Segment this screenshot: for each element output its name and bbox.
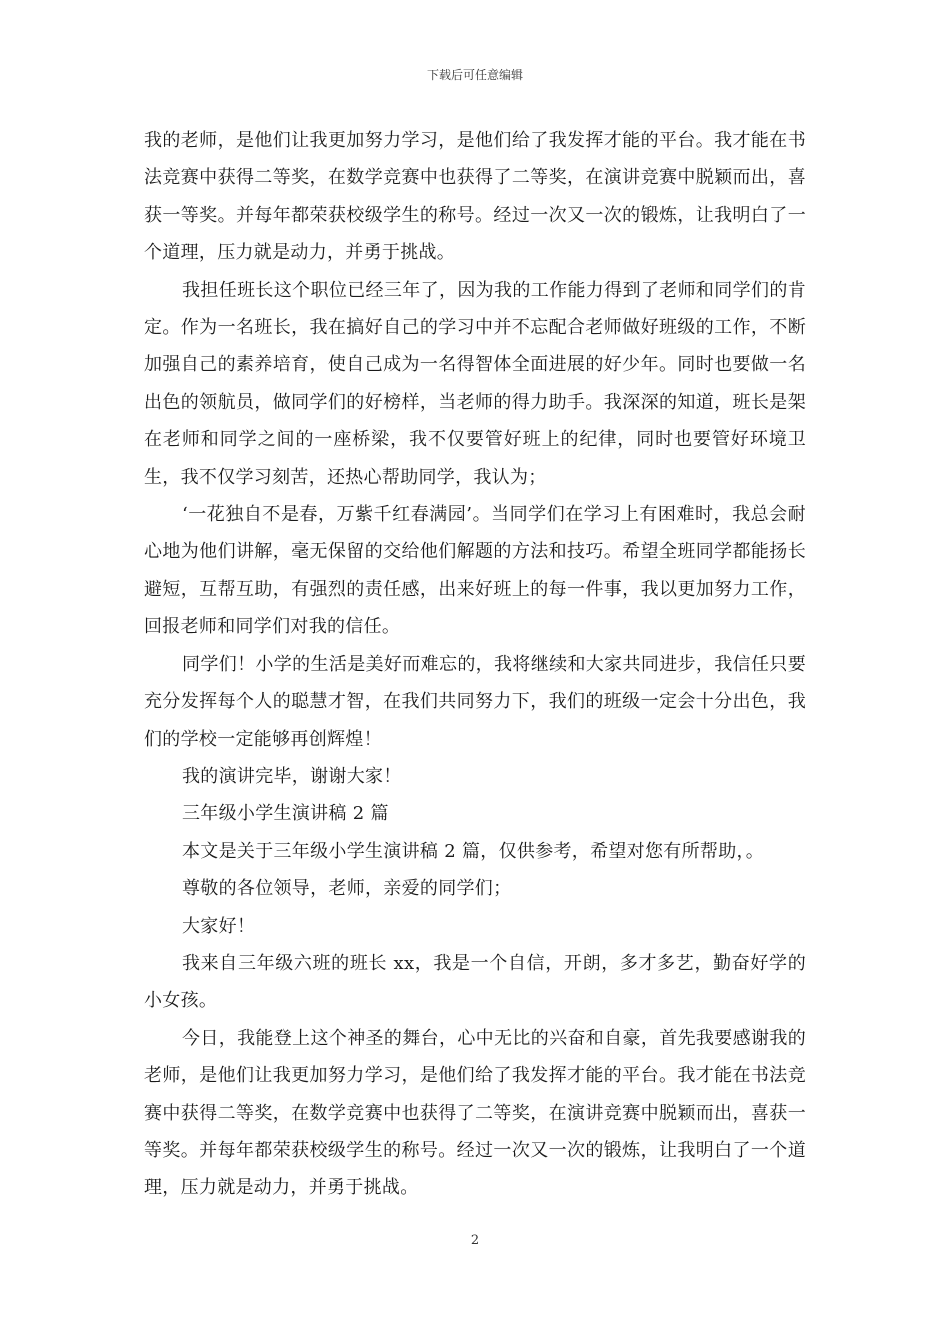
greeting: 大家好！	[182, 915, 256, 937]
paragraph-2: 我担任班长这个职位已经三年了，因为我的工作能力得到了老师和同学们的肯定。作为一名班长，我在搞好自己的学习中并不忘配合老师做好班级的工作，不断加强自己的素养培育，使自己成为一名得智体全面进展的好少年。同时也要做一名出色的领航员，做同学们的好榜样，当老师的得力助手。我深深的知道，班长是架在老师和同学之间的一座桥梁，我不仅要管好班上的纪律，同时也要管好环境卫生，我不仅学习刻苦，还热心帮助同学，我认为；	[144, 279, 806, 488]
salutation: 尊敬的各位领导，老师，亲爱的同学们；	[182, 878, 512, 900]
paragraph-3: ‘一花独自不是春，万紫千红春满园’。当同学们在学习上有困难时，我总会耐心地为他们讲解，毫无保留的交给他们解题的方法和技巧。希望全班同学都能扬长避短，互帮互助，有强烈的责任感，出来好班上的每一件事，我以更加努力工作，回报老师和同学们对我的信任。	[144, 504, 806, 638]
page-header: 下载后可任意编辑	[426, 68, 523, 82]
paragraph-7: 本文是关于三年级小学生演讲稿 2 篇，仅供参考，希望对您有所帮助，。	[182, 840, 765, 862]
section-title: 三年级小学生演讲稿 2 篇	[182, 803, 389, 825]
document-body	[144, 122, 806, 1207]
paragraph-4: 同学们！小学的生活是美好而难忘的，我将继续和大家共同进步，我信任只要充分发挥每个人的聪慧才智，在我们共同努力下，我们的班级一定会十分出色，我们的学校一定能够再创辉煌！	[144, 653, 806, 750]
paragraph-10: 我来自三年级六班的班长 xx，我是一个自信，开朗，多才多艺，勤奋好学的小女孩。	[144, 952, 806, 1012]
paragraph-11: 今日，我能登上这个神圣的舞台，心中无比的兴奋和自豪，首先我要感谢我的老师，是他们让我更加努力学习，是他们给了我发挥才能的平台。我才能在书法竞赛中获得二等奖，在数学竞赛中也获得了二等奖，在演讲竞赛中脱颖而出，喜获一等奖。并每年都荣获校级学生的称号。经过一次又一次的锻炼，让我明白了一个道理，压力就是动力，并勇于挑战。	[144, 1027, 806, 1199]
page-number: 2	[470, 1233, 480, 1248]
paragraph-1: 我的老师，是他们让我更加努力学习，是他们给了我发挥才能的平台。我才能在书法竞赛中获得二等奖，在数学竞赛中也获得了二等奖，在演讲竞赛中脱颖而出，喜获一等奖。并每年都荣获校级学生的称号。经过一次又一次的锻炼，让我明白了一个道理，压力就是动力，并勇于挑战。	[144, 130, 806, 264]
paragraph-5: 我的演讲完毕，谢谢大家！	[182, 765, 402, 787]
